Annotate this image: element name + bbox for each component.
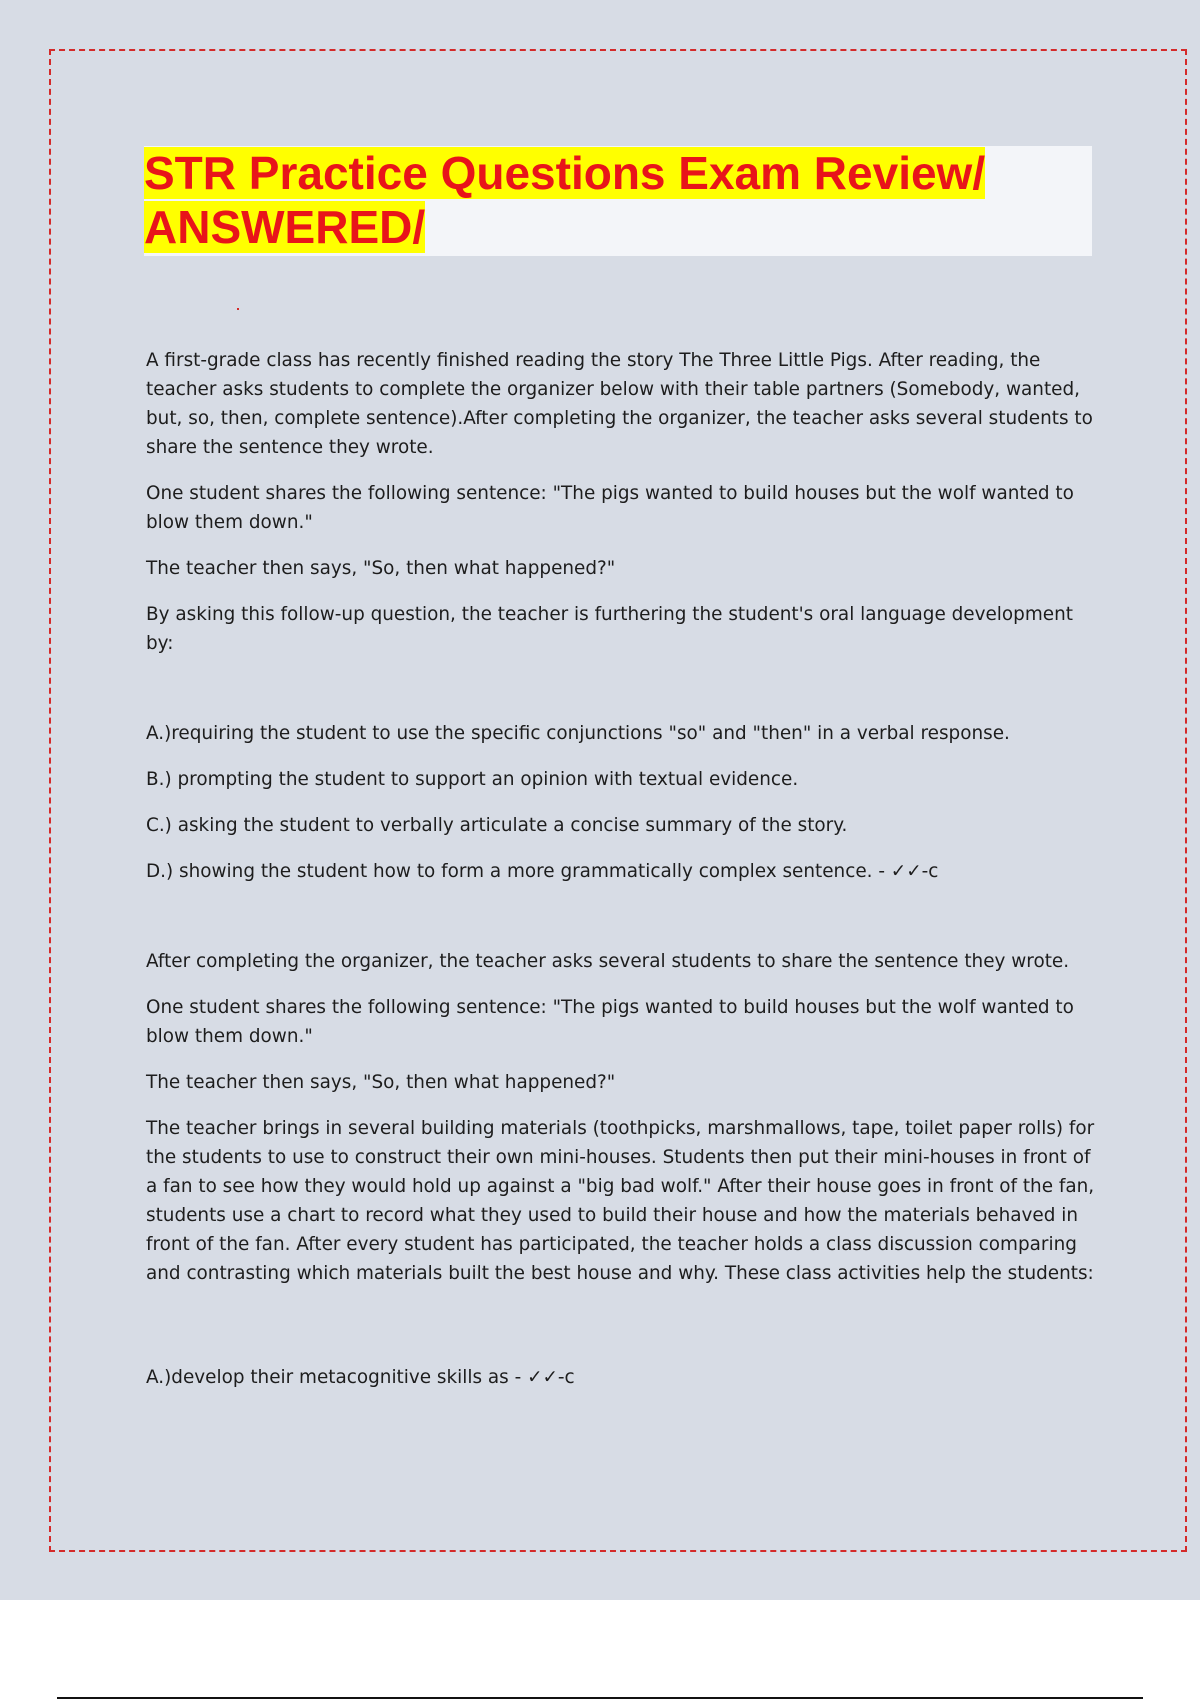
q1-option-a: A.)requiring the student to use the specific conjunctions "so" and "then" in a verbal response. — [146, 723, 1010, 744]
q1-option-b: B.) prompting the student to support an opinion with textual evidence. — [146, 769, 799, 790]
q2-paragraph: One student shares the following sentence: "The pigs wanted to build houses but the wolf wanted to blow them down." — [146, 997, 1074, 1047]
q1-paragraph: One student shares the following sentence: "The pigs wanted to build houses but the wolf wanted to blow them down." — [146, 483, 1074, 533]
q1-paragraph: The teacher then says, "So, then what happened?" — [146, 558, 616, 579]
red-dot-mark — [237, 308, 239, 310]
document-title — [144, 146, 1092, 254]
q2-option-a-answer: A.)develop their metacognitive skills as - ✓✓-c — [146, 1367, 575, 1388]
title-line-1: STR Practice Questions Exam Review/ — [144, 147, 986, 199]
bottom-rule — [57, 1697, 1143, 1699]
q2-paragraph: The teacher then says, "So, then what happened?" — [146, 1072, 616, 1093]
spacer — [146, 903, 1096, 947]
q1-option-c: C.) asking the student to verbally articulate a concise summary of the story. — [146, 815, 848, 836]
q2-question-stem: The teacher brings in several building materials (toothpicks, marshmallows, tape, toilet paper rolls) for the students to use to construct their own mini-houses. Students then put their mini-houses in front of a fan to see how they would hold up against a "big bad wolf." After their house goes in front of the fan, students use a chart to record what they used to build their house and how the materials behaved in front of the fan. After every student has participated, the teacher holds a class discussion comparing and contrasting which materials built the best house and why. These class activities help the students: — [146, 1118, 1095, 1284]
q2-paragraph: After completing the organizer, the teacher asks several students to share the sentence they wrote. — [146, 951, 1070, 972]
document-body — [146, 346, 1096, 1409]
q1-option-d-answer: D.) showing the student how to form a more grammatically complex sentence. - ✓✓-c — [146, 861, 939, 882]
q1-question-stem: By asking this follow-up question, the teacher is furthering the student's oral language development by: — [146, 604, 1073, 654]
title-line-2: ANSWERED/ — [144, 201, 426, 253]
q1-paragraph: A first-grade class has recently finished reading the story The Three Little Pigs. After reading, the teacher asks students to complete the organizer below with their table partners (Somebody, wanted, but, so, then, complete sentence).After completing the organizer, the teacher asks several students to share the sentence they wrote. — [146, 350, 1093, 458]
title-block — [144, 146, 1092, 256]
spacer — [146, 675, 1096, 719]
spacer — [146, 1305, 1096, 1363]
